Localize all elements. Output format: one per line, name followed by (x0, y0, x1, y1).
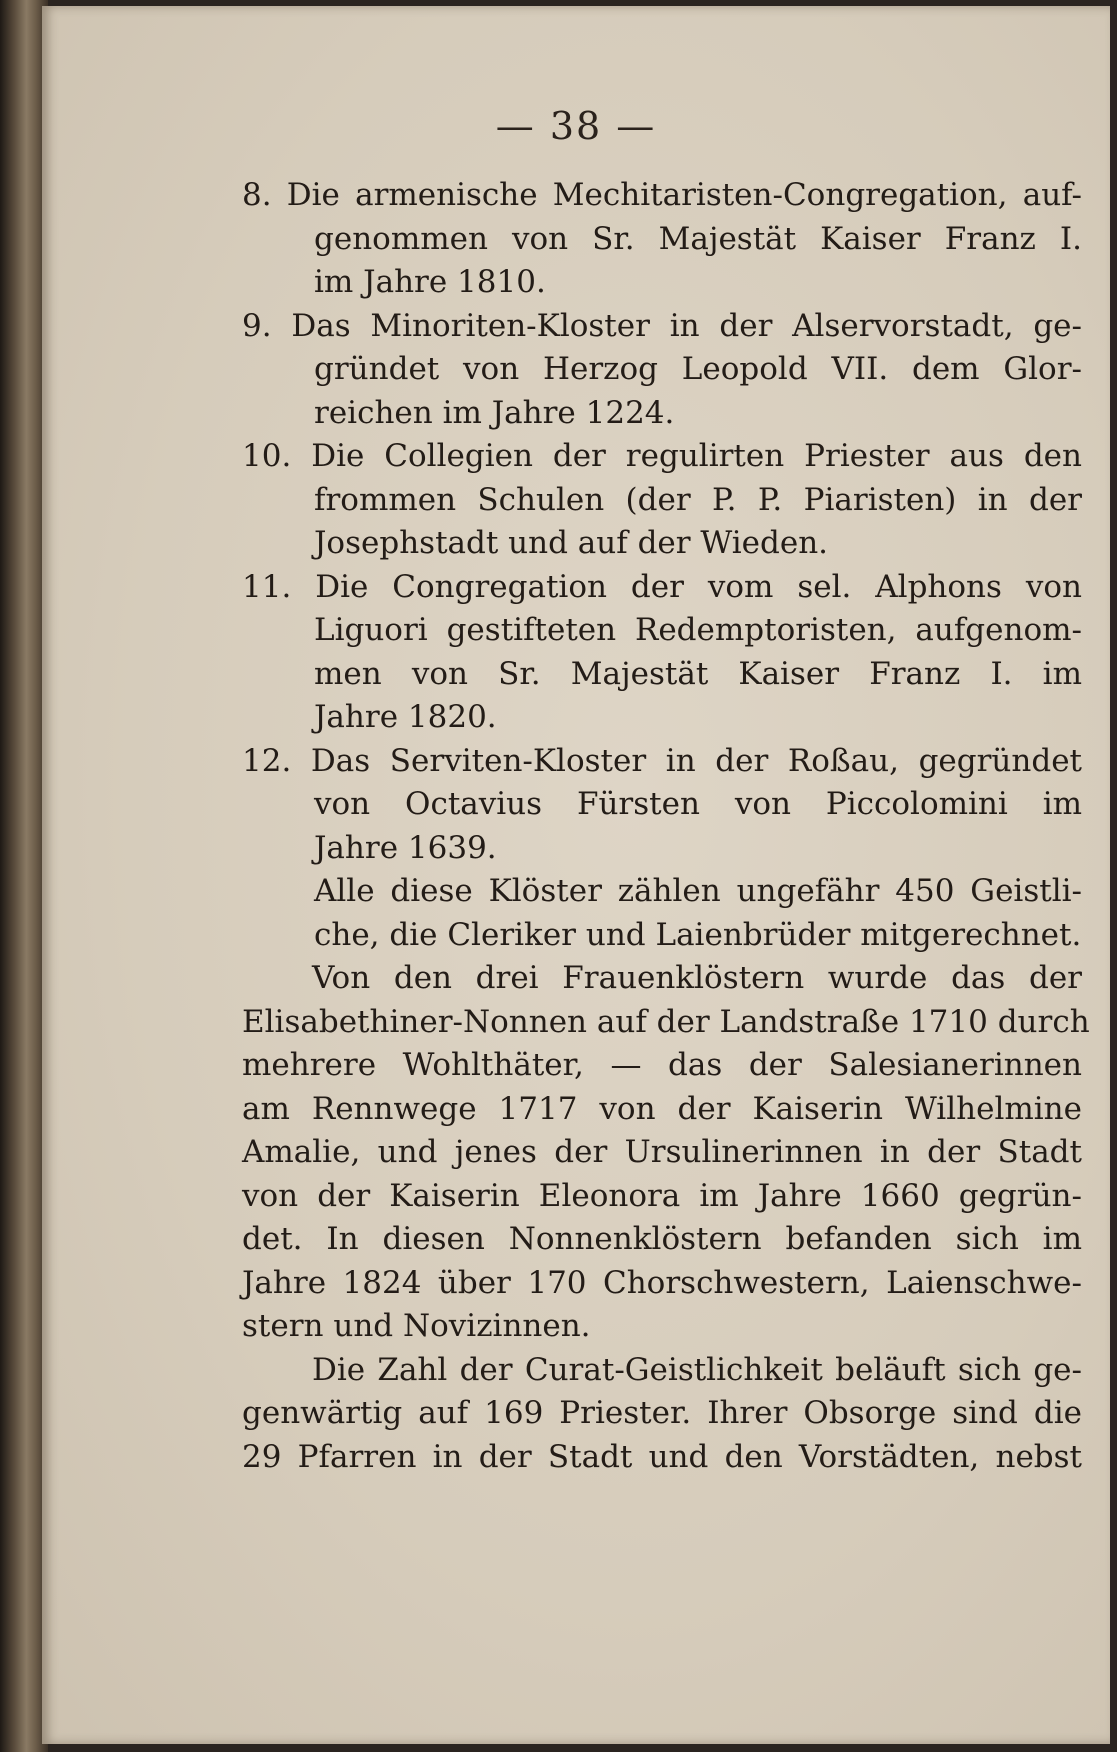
text-line: Josephstadt und auf der Wieden. (314, 525, 829, 561)
book-edge (0, 0, 48, 1752)
text-line: von der Kaiserin Eleonora im Jahre 1660 gegrün- (242, 1177, 1082, 1214)
text-line: 8. Die armenische Mechitaristen-Congregation, auf- (242, 177, 1082, 213)
text-line: Elisabethiner-Nonnen auf der Landstraße 1710 durch (242, 1003, 1090, 1040)
text-line: genwärtig auf 169 Priester. Ihrer Obsorge sind die (242, 1395, 1082, 1431)
text-line: Jahre 1639. (314, 829, 497, 866)
text-line: reichen im Jahre 1224. (314, 394, 675, 431)
text-line: che, die Cleriker und Laienbrüder mitgerechnet. (314, 916, 1082, 953)
text-line: Alle diese Klöster zählen ungefähr 450 Geistli- (314, 873, 1082, 909)
text-line: men von Sr. Majestät Kaiser Franz I. im (314, 655, 1082, 692)
text-line: Liguori gestifteten Redemptoristen, aufgenom- (314, 612, 1082, 648)
text-line: Von den drei Frauenklöstern wurde das der (312, 960, 1082, 996)
text-line: 11. Die Congregation der vom sel. Alphons von (242, 568, 1082, 605)
text-line: stern und Novizinnen. (242, 1308, 591, 1344)
text-line: von Octavius Fürsten von Piccolomini im (314, 786, 1082, 822)
text-line: Amalie, und jenes der Ursulinerinnen in der Stadt (242, 1134, 1082, 1170)
text-line: Die Zahl der Curat-Geistlichkeit beläuft sich ge- (312, 1351, 1082, 1388)
text-line: genommen von Sr. Majestät Kaiser Franz I. (314, 220, 1082, 257)
text-line: Jahre 1824 über 170 Chorschwestern, Laienschwe- (242, 1264, 1082, 1301)
text-line: 12. Das Serviten-Kloster in der Roßau, gegründet (242, 742, 1082, 779)
text-line: am Rennwege 1717 von der Kaiserin Wilhelmine (242, 1090, 1082, 1127)
page-text (242, 174, 1090, 1479)
text-line: 9. Das Minoriten-Kloster in der Alservorstadt, ge- (242, 307, 1082, 344)
text-line: 29 Pfarren in der Stadt und den Vorstädten, nebst (242, 1438, 1082, 1475)
text-line: im Jahre 1810. (314, 264, 546, 300)
text-line: Jahre 1820. (314, 699, 497, 735)
text-line: gründet von Herzog Leopold VII. dem Glor- (314, 351, 1082, 387)
text-line: mehrere Wohlthäter, — das der Salesianerinnen (242, 1047, 1082, 1083)
text-line: frommen Schulen (der P. P. Piaristen) in der (314, 481, 1082, 518)
text-line: 10. Die Collegien der regulirten Priester aus den (242, 438, 1082, 474)
page-number: — 38 — (495, 104, 657, 148)
book-page (42, 6, 1110, 1744)
text-line: det. In diesen Nonnenklöstern befanden sich im (242, 1221, 1082, 1257)
